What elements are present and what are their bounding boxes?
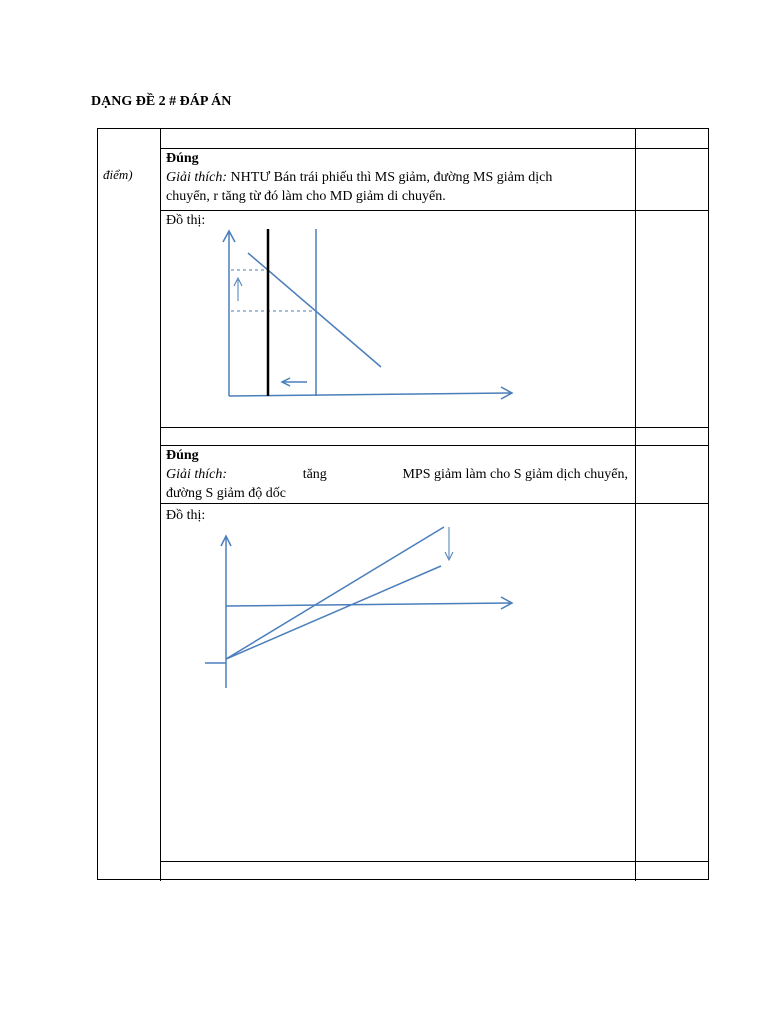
s-new-line <box>226 566 441 659</box>
section2-explain-label: Giải thích: <box>166 467 228 482</box>
section2-explain-text: MPS giảm làm cho S giảm dịch chuyển, <box>402 467 628 482</box>
section1-verdict: Đúng <box>166 151 199 166</box>
section1-explain-label: Giải thích: <box>166 170 228 185</box>
section2-graph-label: Đồ thị: <box>166 508 206 523</box>
section1-graph-label: Đồ thị: <box>166 213 206 228</box>
left-column-label: điểm) <box>103 167 133 182</box>
s-original-line <box>226 527 444 659</box>
page-heading: DẠNG ĐỀ 2 # ĐÁP ÁN <box>91 94 232 109</box>
section2-explanation-line2: đường S giảm độ dốc <box>166 486 286 501</box>
x-axis <box>226 603 511 606</box>
section1-explain-text: NHTƯ Bán trái phiếu thì MS giảm, đường MS giảm dịch <box>227 170 553 185</box>
section2-verdict: Đúng <box>166 448 199 463</box>
section2-explain-word: tăng <box>302 467 327 482</box>
section1-explanation-line2: chuyển, r tăng từ đó làm cho MD giảm di chuyển. <box>166 189 446 204</box>
